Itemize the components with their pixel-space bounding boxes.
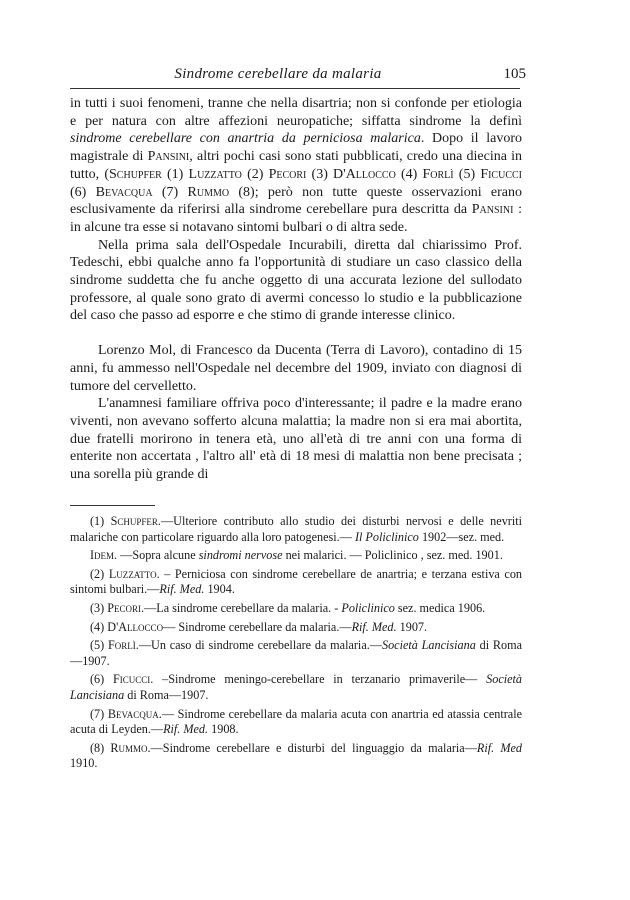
- footnote: (2) Luzzatto. – Perniciosa con sindrome cerebellare de anartria; e terzana estiva con sintomi bulbari.—Rif. Med. 1904.: [70, 566, 523, 597]
- footnote: (8) Rummo.—Sindrome cerebellare e disturbi del linguaggio da malaria—Rif. Med 1910.: [70, 740, 523, 771]
- author-name: Ficucci: [480, 166, 522, 182]
- footnotes: [70, 514, 522, 772]
- body-text: [70, 95, 522, 484]
- paragraph-2: Nella prima sala dell'Ospedale Incurabili, diretta dal chiarissimo Prof. Tedeschi, ebbi qualche anno fa l'opportunità di studiare un caso classico della sindrome suddetta che fu anche oggetto di una accurata lezione del sullodato professore, al quale sono grato di avermi concesso lo studio e la pubblicazione del caso che passo ad esporre e che stimo di grande interesse clinico.: [70, 237, 522, 324]
- footnote-rule: [70, 505, 155, 506]
- footnote: (5) Forlì.—Un caso di sindrome cerebellare da malaria.—Società Lancisiana di Roma—1907.: [70, 638, 523, 668]
- author-name: Bevacqua: [95, 184, 153, 200]
- footnote: (4) D'Allocco— Sindrome cerebellare da malaria.—Rif. Med. 1907.: [90, 619, 428, 634]
- author-name: Schupfer: [109, 166, 162, 182]
- author-name: Pecori: [268, 166, 307, 182]
- paragraph-1: in tutti i suoi fenomeni, tranne che nella disartria; non si confonde per etiologia e per natura con altre affezioni neuropatiche; siffatta sindrome la definì sindrome cerebellare con anartria da perniciosa malarica. Dopo il lavoro magistrale di Pansini, altri pochi casi sono stati pubblicati, credo una diecina in tutto, (Schupfer (1) Luzzatto (2) Pecori (3) D'Allocco (4) Forlì (5) Ficucci (6) Bevacqua (7) Rummo (8); però non tutte queste osservazioni erano esclusivamente da riferirsi alla sindrome cerebellare pura descritta da Pansini : in alcune tra esse si notavano sintomi bulbari o di altra sede.: [70, 96, 523, 235]
- author-name: Luzzatto: [188, 166, 242, 182]
- emphasis: sindrome cerebellare con anartria da perniciosa malarica: [70, 131, 421, 147]
- author-name: Allocco: [345, 166, 396, 182]
- paragraph-4: L'anamnesi familiare offriva poco d'interessante; il padre e la madre erano viventi, non avevano sofferto alcuna malattia; la madre non si era mai abortita, due fratelli morirono in tenera età, uno all'età di tre anni con una forma di enterite non accertata , l'altro all' età di 18 mesi di malattia non bene precisata ; una sorella più grande di: [70, 396, 522, 483]
- author-name: Rummo: [187, 184, 230, 200]
- paragraph-3: Lorenzo Mol, di Francesco da Ducenta (Terra di Lavoro), contadino di 15 anni, fu ammesso nell'Ospedale nel decembre del 1909, inviato con diagnosi di tumore del cervelletto.: [70, 343, 522, 394]
- page-header: [70, 66, 526, 90]
- author-name: Pansini: [147, 149, 190, 165]
- footnote: (6) Ficucci. –Sindrome meningo-cerebellare in terzanario primaverile— Società Lancisiana di Roma—1907.: [70, 672, 522, 702]
- footnote: (3) Pecori.—La sindrome cerebellare da malaria. - Policlinico sez. medica 1906.: [90, 600, 486, 615]
- page-number: 105: [503, 66, 526, 82]
- footnote: Idem. —Sopra alcune sindromi nervose nei malarici. — Policlinico , sez. med. 1901.: [90, 548, 503, 563]
- running-title: Sindrome cerebellare da malaria: [174, 66, 382, 82]
- header-rule: [70, 88, 520, 89]
- footnote: (7) Bevacqua.— Sindrome cerebellare da malaria acuta con anartria ed atassia centrale acuta di Leyden.—Rif. Med. 1908.: [70, 706, 522, 737]
- footnote: (1) Schupfer.—Ulteriore contributo allo studio dei disturbi nervosi e delle nevriti malariche con particolare riguardo alla loro patogenesi.— Il Policlinico 1902—sez. med.: [70, 514, 522, 544]
- author-name: Pansini: [471, 202, 514, 218]
- author-name: Forlì: [422, 166, 454, 182]
